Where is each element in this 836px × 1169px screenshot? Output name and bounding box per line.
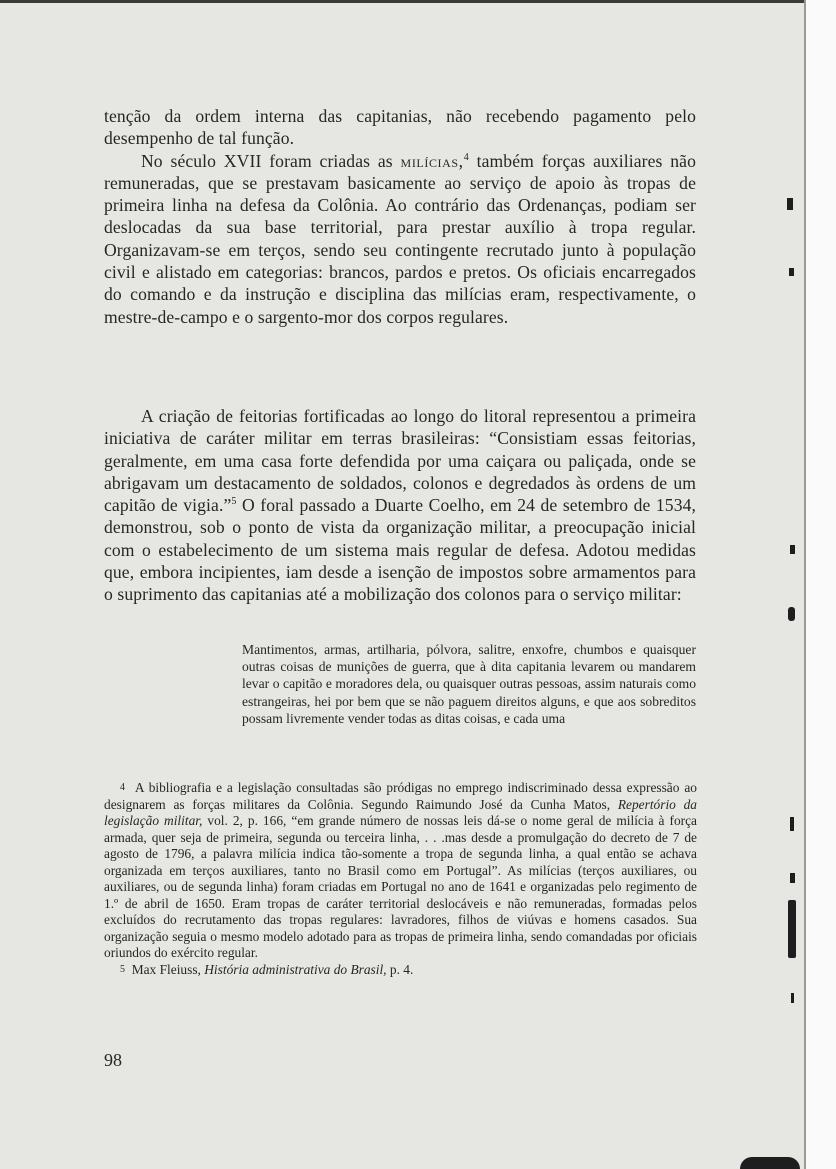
block-quote: Mantimentos, armas, artilharia, pólvora, salitre, enxofre, chumbos e quaisquer outras coisas de munições de guerra, que à dita capitania levarem ou mandarem levar o capitão e moradores dela, ou quaisquer outras pessoas, assim naturais como estrangeiras, hei por bem que se não paguem direitos alguns, e que aos sobreditos possam livremente vender todas as ditas coisas, e cada uma — [242, 642, 696, 726]
page-number: 98 — [104, 1050, 122, 1070]
paragraph-feitorias: A criação de feitorias fortificadas ao longo do litoral representou a primeira iniciativa de caráter militar em terras brasileiras: “Consistiam essas feitorias, geralmente, em uma casa forte defendida por uma caiçara ou paliçada, onde se abrigavam um destacamento de soldados, colonos e degredados às ordens de um capitão de vigia.”$^5$ O foral passado a Duarte Coelho, em 24 de setembro de 1534, demonstrou, sob o ponto de vista da organização militar, a preocupação inicial com o estabelecimento de um sistema mais regular de defesa. Adotou medidas que, embora incipientes, iam desde a isenção de impostos sobre armamentos para o suprimento das capitanias até a mobilização dos colonos para o serviço militar: — [104, 406, 696, 605]
scan-speck — [788, 900, 796, 958]
paragraph-milicias: No século XVII foram criadas as milícias,$^4$ também forças auxiliares não remuneradas, que se prestavam basicamente ao serviço de apoio às tropas de primeira linha na defesa da Colônia. Ao contrário das Ordenanças, podiam ser deslocadas da sua base territorial, para prestar auxílio à tropa regular. Organizavam-se em terços, sendo seu contingente recrutado junto à população civil e alistado em categorias: brancos, pardos e pretos. Os oficiais encarregados do comando e da instrução e disciplina das milícias eram, respectivamente, o mestre-de-campo e o sargento-mor dos corpos regulares. — [104, 150, 696, 327]
term-milicias: milícias, — [400, 150, 464, 171]
footnote-5: 5 Max Fleiuss, História administrativa do Brasil, p. 4. — [120, 961, 414, 977]
footnote-ref-4[interactable]: 4 — [463, 151, 469, 163]
scan-top-border — [0, 0, 808, 3]
footnote-4: 4 A bibliografia e a legislação consultadas são pródigas no emprego indiscriminado dessa expressão ao designarem as forças militares da Colônia. Segundo Raimundo José da Cunha Matos, Repertório da legislação militar, vol. 2, p. 166, “em grande número de nossas leis dá-se o nome geral de milícia à força armada, quer seja de primeira, segunda ou terceira linha, . . .mas desde a promulgação do decreto de 7 de agosto de 1796, a palavra milícia indica tão-somente a tropa de segunda linha, a qual então se achava organizada em terços auxiliares, tanto no Brasil como em Portugal”. As milícias (terços auxiliares, ou auxiliares, ou de segunda linha) foram criadas em Portugal no ano de 1641 e organizadas pelo regimento de 1.º de abril de 1650. Eram tropas de caráter territorial deslocáveis e não remuneradas, formadas pelos excluídos do recrutamento das tropas regulares: lavradores, filhos de viúvas e homens casados. Sua organização seguia o mesmo modelo adotado para as tropas de primeira linha, sendo comandadas por oficiais oriundos do exército regular. — [104, 780, 698, 960]
paragraph-continuation: tenção da ordem interna das capitanias, não recebendo pagamento pelo desempenho de tal função. — [104, 106, 696, 149]
scan-speck — [789, 268, 794, 276]
footnote-ref-5[interactable]: 5 — [231, 496, 237, 508]
scan-shadow — [740, 1157, 800, 1169]
scan-speck — [788, 607, 795, 621]
footnote-5-number: 5 — [120, 963, 125, 975]
footnotes — [104, 780, 697, 978]
footnote-4-title: Repertório da legislação militar, — [104, 796, 697, 828]
footnote-5-title: História administrativa do Brasil, — [204, 961, 387, 977]
scan-speck — [790, 817, 794, 831]
footnote-4-number: 4 — [120, 782, 125, 793]
body-text-feitorias — [104, 405, 696, 606]
scan-speck — [790, 545, 795, 554]
scan-speck — [791, 993, 794, 1003]
body-text-top — [104, 105, 696, 328]
scan-speck — [787, 198, 793, 210]
scan-background — [806, 0, 836, 1169]
scan-speck — [790, 873, 795, 883]
